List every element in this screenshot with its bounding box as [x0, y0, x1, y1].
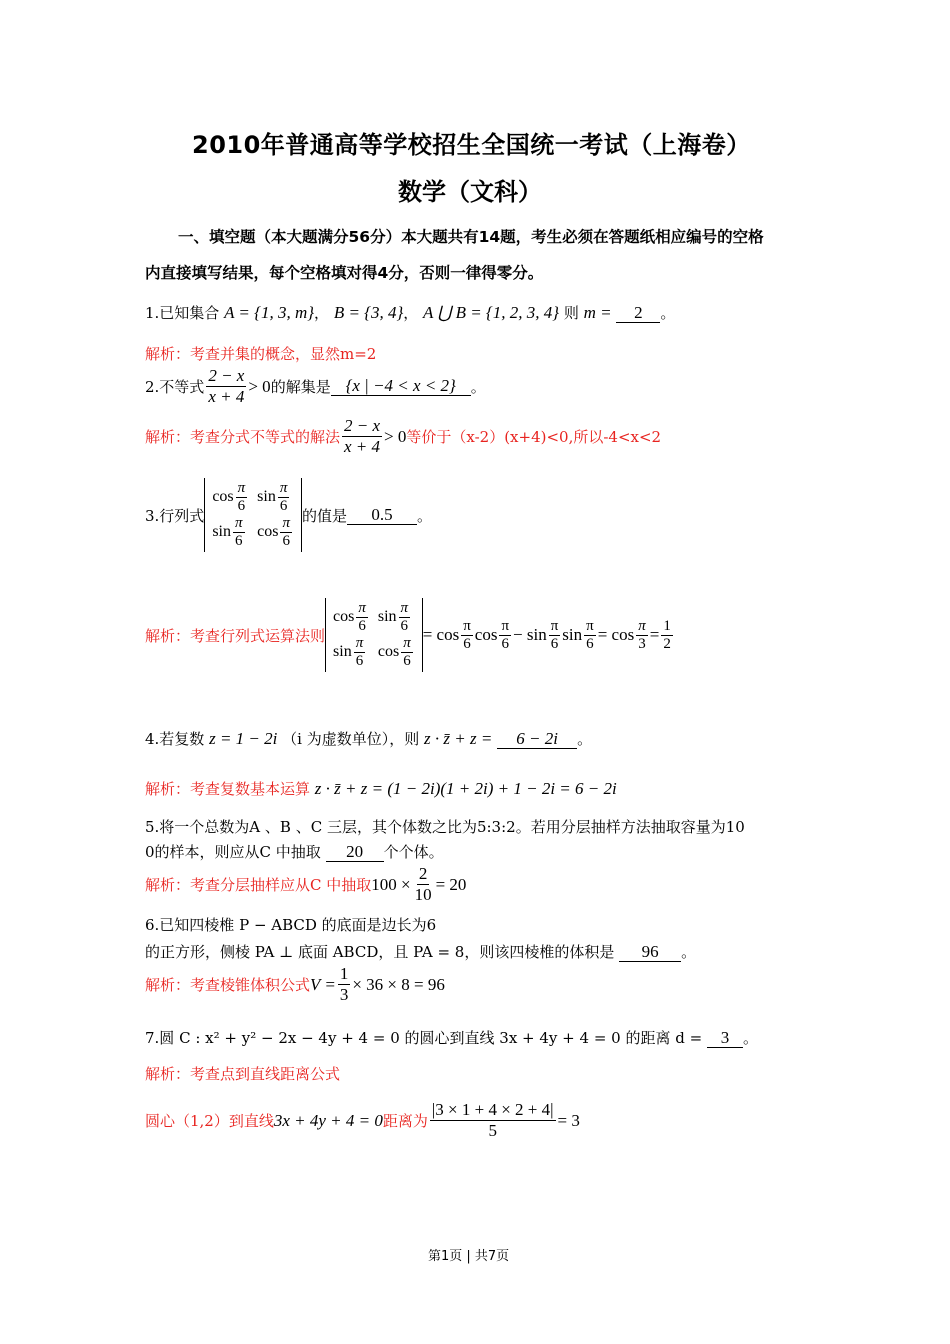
analysis-2: 解析：考查分式不等式的解法 $\frac{2 - x}{x + 4}$ > 0 等价于（x-2）(x+4)<0,所以-4<x<2: [145, 416, 662, 456]
determinant-expansion: = cos $\frac{\pi}{6}$ cos $\frac{\pi}{6}$ − sin $\frac{\pi}{6}$ sin $\frac{\pi}{6}$ = cos $\frac{\pi}{3}$ = $\frac{1}{2}$: [422, 617, 671, 652]
answer-blank: 2: [616, 304, 660, 323]
analysis-4: 解析：考查复数基本运算 z · z̄ + z = (1 − 2i)(1 + 2i) + 1 − 2i = 6 − 2i: [145, 779, 617, 798]
analysis-7: 解析：考查点到直线距离公式: [145, 1065, 341, 1083]
document-subtitle: 数学（文科）: [398, 178, 542, 206]
page-footer: 第1页 | 共7页: [428, 1249, 510, 1264]
question-5-line2: 0的样本，则应从C 中抽取 20 个个体。: [145, 842, 444, 861]
question-2: 2.不等式 $\frac{2 - x}{x + 4}$ > 0 的解集是 {x | −4 < x < 2} 。: [145, 366, 486, 406]
question-6-line1: 6.已知四棱椎 P − ABCD 的底面是边长为6: [145, 916, 437, 934]
analysis-3: 解析：考查行列式运算法则 cos $\frac{\pi}{6}$ sin $\frac{\pi}{6}$ sin $\frac{\pi}{6}$ cos $\frac{\pi}{6}$ = cos $\frac{\pi}{6}$ cos $\frac{\pi}{6}$ − sin $\frac{\pi}{6}$ sin $\frac{\pi}{6}$ = cos $\frac{\pi}{3}$ = $\frac{1}{2}$: [145, 598, 675, 672]
question-6-line2: 的正方形，侧棱 PA ⊥ 底面 ABCD，且 PA = 8，则该四棱椎的体积是 96 。: [145, 942, 697, 961]
answer-blank: 3: [707, 1029, 743, 1048]
section-heading-line1: 一、填空题（本大题满分56分）本大题共有14题，考生必须在答题纸相应编号的空格: [178, 228, 764, 246]
answer-blank: 96: [619, 943, 681, 962]
analysis-6: 解析：考查棱锥体积公式 V = $\frac{1}{3}$ × 36 × 8 = 96: [145, 964, 445, 1004]
determinant: cos $\frac{\pi}{6}$ sin $\frac{\pi}{6}$ sin $\frac{\pi}{6}$ cos $\frac{\pi}{6}$: [204, 478, 302, 552]
set-union: A ⋃ B = {1, 2, 3, 4}: [423, 303, 560, 322]
question-1: 1.已知集合 A = {1, 3, m}， B = {3, 4}， A ⋃ B = {1, 2, 3, 4} 则 m = 2 。: [145, 303, 676, 322]
answer-blank: 6 − 2i: [497, 730, 577, 749]
fraction: $\frac{2 - x}{x + 4}$: [208, 366, 245, 406]
set-a: A = {1, 3, m}: [224, 303, 315, 322]
question-3: 3.行列式 cos $\frac{\pi}{6}$ sin $\frac{\pi}{6}$ sin $\frac{\pi}{6}$ cos $\frac{\pi}{6}$ 的值是 0.5 。: [145, 478, 432, 552]
document-title: 2010年普通高等学校招生全国统一考试（上海卷）: [192, 131, 751, 159]
question-7: 7.圆 C : x² + y² − 2x − 4y + 4 = 0 的圆心到直线 3x + 4y + 4 = 0 的距离 d = 3 。: [145, 1028, 758, 1047]
analysis-7-line2: 圆心（1,2）到直线 3x + 4y + 4 = 0 距离为 $\frac{|3 \times 1 + 4 \times 2 + 4|}{5}$ = 3: [145, 1100, 580, 1140]
answer-blank: {x | −4 < x < 2}: [331, 377, 471, 396]
answer-blank: 0.5: [347, 506, 417, 525]
determinant: cos $\frac{\pi}{6}$ sin $\frac{\pi}{6}$ sin $\frac{\pi}{6}$ cos $\frac{\pi}{6}$: [325, 598, 423, 672]
set-b: B = {3, 4}: [333, 303, 404, 322]
analysis-5: 解析：考查分层抽样应从C 中抽取 100 × $\frac{2}{10}$ = 20: [145, 864, 467, 904]
question-4: 4.若复数 z = 1 − 2i （i 为虚数单位），则 z · z̄ + z = 6 − 2i 。: [145, 729, 593, 748]
analysis-1: 解析：考查并集的概念，显然m=2: [145, 345, 377, 363]
fraction: $\frac{2 - x}{x + 4}$: [344, 416, 381, 456]
answer-blank: 20: [326, 843, 384, 862]
section-heading-line2: 内直接填写结果，每个空格填对得4分，否则一律得零分。: [145, 264, 544, 282]
question-5-line1: 5.将一个总数为A 、B 、C 三层，其个体数之比为5:3:2。若用分层抽样方法抽取容量为10: [145, 818, 745, 836]
